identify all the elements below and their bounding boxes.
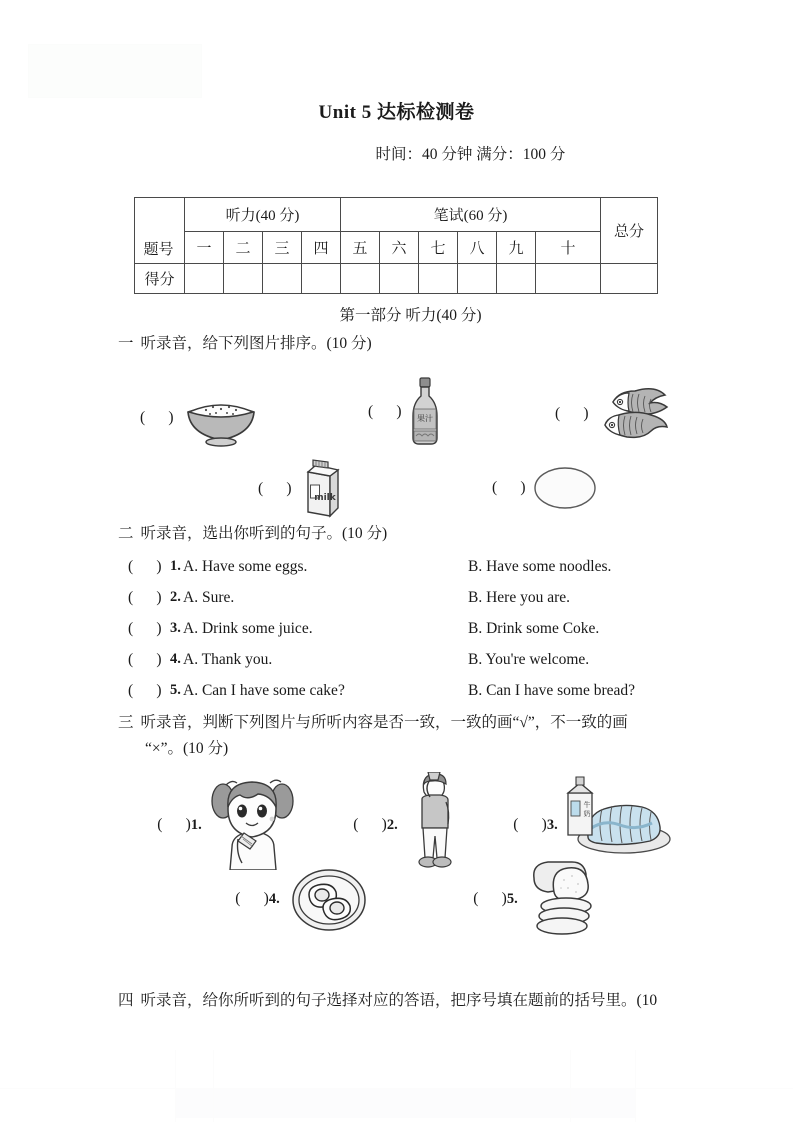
rice-bowl-icon bbox=[180, 388, 262, 448]
choice-row bbox=[128, 551, 688, 582]
question-number-3: 三 bbox=[263, 232, 302, 264]
score-table bbox=[134, 197, 658, 294]
question-3-heading bbox=[118, 710, 683, 762]
option-a[interactable]: A. Thank you. bbox=[183, 651, 273, 668]
q3-item-3 bbox=[490, 775, 690, 870]
score-cell-9[interactable] bbox=[497, 264, 536, 294]
juice-bottle-icon bbox=[408, 376, 442, 448]
question-2-text: 听录音，选出你听到的句子。(10 分) bbox=[140, 525, 388, 542]
question-number-1: 一 bbox=[185, 232, 224, 264]
q1-item-egg bbox=[492, 464, 598, 512]
question-3-number: 三 bbox=[118, 714, 134, 731]
total-header: 总分 bbox=[601, 198, 658, 264]
answer-blank[interactable]: ( ) bbox=[555, 405, 589, 422]
option-a[interactable]: A. Sure. bbox=[183, 589, 235, 606]
option-b[interactable]: B. You're welcome. bbox=[468, 651, 590, 668]
item-index: 4. bbox=[268, 891, 280, 907]
question-2-heading bbox=[118, 521, 387, 547]
answer-blank[interactable]: ( ) bbox=[140, 409, 174, 426]
answer-blank[interactable]: ( ) bbox=[492, 479, 526, 496]
answer-blank-with-index[interactable] bbox=[490, 798, 558, 852]
question-number-9: 九 bbox=[497, 232, 536, 264]
score-cell-2[interactable] bbox=[224, 264, 263, 294]
question-4-text: 听录音，给你所听到的句子选择对应的答语，把序号填在题前的括号里。(10 bbox=[140, 992, 658, 1009]
fried-eggs-plate-icon bbox=[290, 860, 368, 936]
answer-blank[interactable]: ( ) bbox=[368, 403, 402, 420]
answer-blank[interactable]: ( ) bbox=[128, 651, 162, 668]
option-a[interactable]: A. Can I have some cake? bbox=[183, 682, 345, 699]
item-index: 3. bbox=[170, 620, 181, 636]
q3-item-1 bbox=[134, 775, 324, 870]
q1-item-rice bbox=[140, 388, 262, 448]
answer-blank[interactable]: ( ) bbox=[258, 480, 292, 497]
choice-row bbox=[128, 582, 688, 613]
sliced-bread-icon bbox=[528, 858, 604, 938]
question-number-10: 十 bbox=[536, 232, 601, 264]
choice-row bbox=[128, 675, 688, 706]
answer-blank-with-index[interactable] bbox=[134, 798, 202, 852]
q3-item-4 bbox=[212, 868, 392, 948]
score-row-label: 得分 bbox=[135, 264, 185, 294]
q3-item-5 bbox=[450, 868, 630, 948]
question-3-pictures-row-2 bbox=[0, 868, 793, 948]
question-1-pictures-row-1 bbox=[0, 378, 793, 448]
q3-item-2 bbox=[330, 775, 495, 870]
table-row-scores bbox=[135, 264, 658, 294]
answer-blank[interactable]: ( ) bbox=[128, 589, 162, 606]
watermark-guide-line bbox=[175, 1050, 176, 1122]
watermark-guide-line bbox=[570, 1050, 571, 1122]
table-row-question-numbers bbox=[135, 232, 658, 264]
answer-blank[interactable]: ( ) bbox=[473, 890, 507, 907]
answer-blank-with-index[interactable] bbox=[450, 872, 518, 926]
item-index: 1. bbox=[170, 558, 181, 574]
score-cell-7[interactable] bbox=[419, 264, 458, 294]
item-index: 3. bbox=[546, 817, 558, 833]
answer-blank[interactable]: ( ) bbox=[353, 816, 387, 833]
page-watermark-topleft bbox=[28, 44, 202, 98]
option-b[interactable]: B. Can I have some bread? bbox=[468, 682, 635, 699]
option-b[interactable]: B. Have some noodles. bbox=[468, 558, 612, 575]
part-heading: 第一部分 听力(40 分) bbox=[339, 307, 482, 324]
milk-carton-icon bbox=[298, 458, 342, 520]
score-cell-8[interactable] bbox=[458, 264, 497, 294]
q1-item-juice bbox=[368, 376, 442, 448]
score-cell-10[interactable] bbox=[536, 264, 601, 294]
q1-item-milk bbox=[258, 458, 342, 520]
question-1-number: 一 bbox=[118, 335, 134, 352]
exam-meta: 时间：40 分钟 满分：100 分 bbox=[375, 146, 566, 163]
watermark-guide-line bbox=[635, 1050, 636, 1122]
egg-icon bbox=[532, 464, 598, 512]
answer-blank[interactable]: ( ) bbox=[128, 620, 162, 637]
milk-label: milk bbox=[313, 493, 336, 503]
choice-row bbox=[128, 613, 688, 644]
item-index: 5. bbox=[170, 682, 181, 698]
score-cell-4[interactable] bbox=[302, 264, 341, 294]
item-index: 5. bbox=[506, 891, 518, 907]
milk-and-bread-icon bbox=[562, 773, 674, 859]
answer-blank[interactable]: ( ) bbox=[513, 816, 547, 833]
group-header-written: 笔试(60 分) bbox=[341, 198, 601, 232]
choice-row bbox=[128, 644, 688, 675]
fish-icon bbox=[595, 383, 673, 445]
question-number-2: 二 bbox=[224, 232, 263, 264]
item-index: 4. bbox=[170, 651, 181, 667]
watermark-guide-line bbox=[0, 1088, 793, 1089]
milk-cn-label-1: 牛 bbox=[583, 801, 591, 809]
score-cell-total[interactable] bbox=[601, 264, 658, 294]
answer-blank[interactable]: ( ) bbox=[235, 890, 269, 907]
answer-blank[interactable]: ( ) bbox=[128, 558, 162, 575]
option-a[interactable]: A. Drink some juice. bbox=[183, 620, 313, 637]
question-number-8: 八 bbox=[458, 232, 497, 264]
question-3-pictures-row-1 bbox=[0, 775, 793, 870]
question-number-5: 五 bbox=[341, 232, 380, 264]
question-2-number: 二 bbox=[118, 525, 134, 542]
answer-blank[interactable]: ( ) bbox=[157, 816, 191, 833]
question-1-heading bbox=[118, 331, 372, 357]
answer-blank-with-index[interactable] bbox=[330, 798, 398, 852]
girl-eating-icon bbox=[206, 775, 298, 870]
item-index: 1. bbox=[190, 817, 202, 833]
page-title: Unit 5 达标检测卷 bbox=[318, 102, 475, 123]
milk-cn-label-2: 奶 bbox=[583, 810, 591, 818]
watermark-guide-line bbox=[213, 1050, 214, 1122]
question-3-text-line2: “×”。(10 分) bbox=[145, 740, 229, 757]
option-a[interactable]: A. Have some eggs. bbox=[183, 558, 308, 575]
item-index: 2. bbox=[170, 589, 181, 605]
question-number-7: 七 bbox=[419, 232, 458, 264]
item-index: 2. bbox=[386, 817, 398, 833]
question-1-pictures-row-2 bbox=[0, 450, 793, 520]
question-3-text-line1: 听录音，判断下列图片与所听内容是否一致，一致的画“√”，不一致的画 bbox=[140, 714, 628, 731]
score-cell-3[interactable] bbox=[263, 264, 302, 294]
question-2-choices bbox=[128, 551, 688, 706]
answer-blank[interactable]: ( ) bbox=[128, 682, 162, 699]
option-b[interactable]: B. Drink some Coke. bbox=[468, 620, 600, 637]
page-watermark-bottom bbox=[175, 1088, 635, 1118]
question-4-number: 四 bbox=[118, 992, 134, 1009]
question-number-4: 四 bbox=[302, 232, 341, 264]
answer-blank-with-index[interactable] bbox=[212, 872, 280, 926]
boy-drinking-icon bbox=[410, 772, 458, 870]
q1-item-fish bbox=[555, 383, 673, 445]
question-number-row-label: 题号 bbox=[143, 241, 174, 258]
score-cell-6[interactable] bbox=[380, 264, 419, 294]
option-b[interactable]: B. Here you are. bbox=[468, 589, 570, 606]
question-number-6: 六 bbox=[380, 232, 419, 264]
group-header-listening: 听力(40 分) bbox=[185, 198, 341, 232]
score-cell-5[interactable] bbox=[341, 264, 380, 294]
score-cell-1[interactable] bbox=[185, 264, 224, 294]
question-4-heading bbox=[118, 988, 688, 1014]
question-1-text: 听录音，给下列图片排序。(10 分) bbox=[140, 335, 372, 352]
juice-label: 果汁 bbox=[416, 414, 433, 423]
table-row-group-headers bbox=[135, 198, 658, 232]
